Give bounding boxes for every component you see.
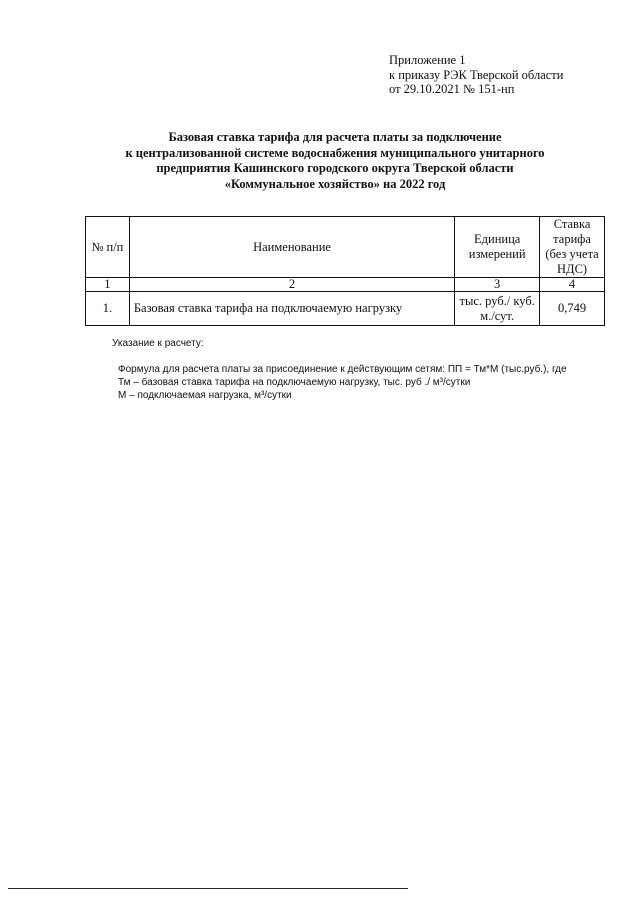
title-line-3: предприятия Кашинского городского округа Тверской области bbox=[156, 161, 514, 175]
row-rate: 0,749 bbox=[540, 292, 605, 326]
column-number-row bbox=[86, 278, 605, 292]
header-rate: Ставка тарифа (без учета НДС) bbox=[540, 217, 605, 278]
footer-divider bbox=[8, 888, 408, 889]
appendix-line-3: от 29.10.2021 № 151-нп bbox=[389, 82, 515, 96]
col-number-1: 1 bbox=[86, 278, 130, 292]
formula-line-3: М – подключаемая нагрузка, м³/сутки bbox=[118, 390, 292, 401]
header-num: № п/п bbox=[86, 217, 130, 278]
appendix-reference bbox=[389, 53, 563, 97]
title-line-1: Базовая ставка тарифа для расчета платы за подключение bbox=[168, 130, 502, 144]
appendix-line-1: Приложение 1 bbox=[389, 53, 466, 67]
calc-note: Указание к расчету: bbox=[112, 338, 204, 349]
title-line-2: к централизованной системе водоснабжения муниципального унитарного bbox=[125, 145, 545, 160]
formula-line-2: Тм – базовая ставка тарифа на подключаемую нагрузку, тыс. руб ./ м³/сутки bbox=[118, 377, 471, 388]
row-name: Базовая ставка тарифа на подключаемую нагрузку bbox=[129, 292, 454, 326]
document-title bbox=[100, 130, 570, 192]
tariff-table bbox=[85, 216, 605, 326]
formula-block bbox=[118, 363, 567, 402]
row-num: 1. bbox=[86, 292, 130, 326]
title-line-4: «Коммунальное хозяйство» на 2022 год bbox=[224, 176, 446, 191]
col-number-3: 3 bbox=[455, 278, 540, 292]
appendix-line-2: к приказу РЭК Тверской области bbox=[389, 67, 564, 82]
formula-line-1: Формула для расчета платы за присоединение к действующим сетям: ПП = Тм*М (тыс.руб.), где bbox=[118, 364, 567, 375]
header-name: Наименование bbox=[129, 217, 454, 278]
col-number-2: 2 bbox=[129, 278, 454, 292]
table-row bbox=[86, 292, 605, 326]
table-header-row bbox=[86, 217, 605, 278]
row-unit: тыс. руб./ куб. м./сут. bbox=[455, 292, 540, 326]
col-number-4: 4 bbox=[540, 278, 605, 292]
header-unit: Единица измерений bbox=[455, 217, 540, 278]
